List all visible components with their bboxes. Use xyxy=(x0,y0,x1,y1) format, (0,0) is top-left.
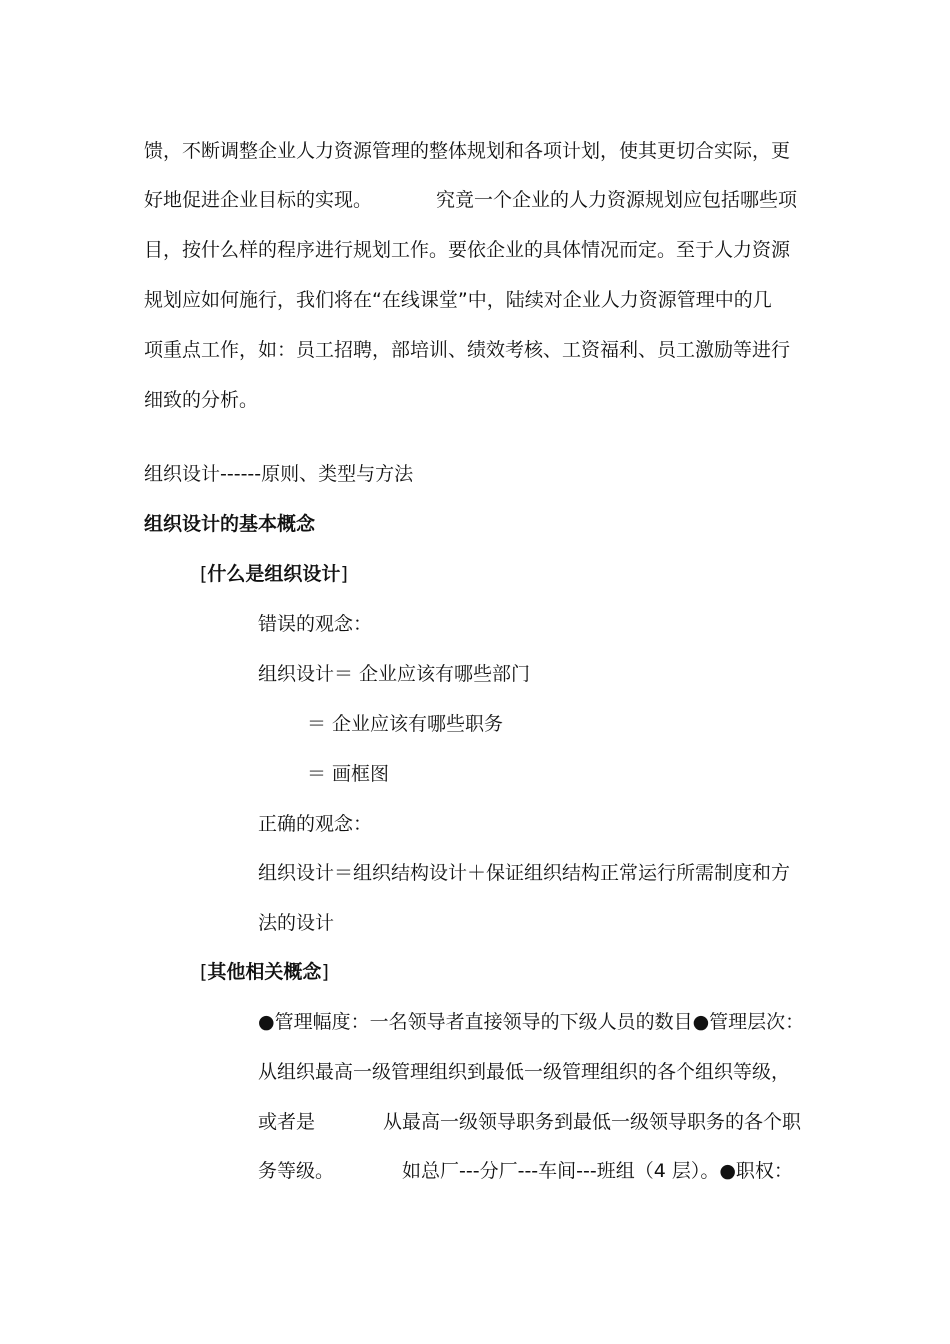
right-view-label: 正确的观念： xyxy=(258,813,373,835)
concept-line-1: ●管理幅度：一名领导者直接领导的下级人员的数目●管理层次： xyxy=(258,1011,805,1033)
open-bracket: [ xyxy=(200,563,208,585)
concept-line-3-part-b: 从最高一级领导职务到最低一级领导职务的各个职 xyxy=(383,1111,802,1133)
what-is-heading xyxy=(200,561,348,587)
intro-line-4: 规划应如何施行，我们将在“在线课堂”中，陆续对企业人力资源管理中的几 xyxy=(144,289,772,311)
intro-line-2-part-a: 好地促进企业目标的实现。 xyxy=(144,189,373,211)
intro-line-2 xyxy=(144,187,797,213)
what-is-title: 什么是组织设计 xyxy=(207,563,341,585)
intro-line-6: 细致的分析。 xyxy=(144,389,259,411)
concept-line-2: 从组织最高一级管理组织到最低一级管理组织的各个组织等级， xyxy=(258,1061,791,1083)
wrong-view-line-2: ＝ 企业应该有哪些职务 xyxy=(307,713,504,735)
concept-line-4-part-a: 务等级。 xyxy=(258,1160,335,1182)
concept-line-4 xyxy=(258,1158,793,1184)
section-heading: 组织设计的基本概念 xyxy=(144,513,316,535)
close-bracket: ] xyxy=(340,563,348,585)
concept-line-4-part-b: 如总厂---分厂---车间---班组（4 层）。●职权： xyxy=(402,1160,793,1182)
concept-line-3-part-a: 或者是 xyxy=(258,1111,316,1133)
wrong-view-line-1: 组织设计＝ 企业应该有哪些部门 xyxy=(258,663,531,685)
related-title: 其他相关概念 xyxy=(207,961,322,983)
intro-line-3: 目，按什么样的程序进行规划工作。要依企业的具体情况而定。至于人力资源 xyxy=(144,239,791,261)
close-bracket: ] xyxy=(321,961,329,983)
wrong-view-label: 错误的观念： xyxy=(258,613,373,635)
wrong-view-line-3: ＝ 画框图 xyxy=(307,763,390,785)
right-view-line-1: 组织设计＝组织结构设计＋保证组织结构正常运行所需制度和方 xyxy=(258,862,791,884)
open-bracket: [ xyxy=(200,961,208,983)
section-title: 组织设计------原则、类型与方法 xyxy=(144,463,414,485)
intro-line-1: 馈，不断调整企业人力资源管理的整体规划和各项计划，使其更切合实际，更 xyxy=(144,140,791,162)
right-view-line-2: 法的设计 xyxy=(258,912,335,934)
intro-line-2-part-b: 究竟一个企业的人力资源规划应包括哪些项 xyxy=(436,189,798,211)
intro-line-5: 项重点工作，如：员工招聘，部培训、绩效考核、工资福利、员工激励等进行 xyxy=(144,339,791,361)
concept-line-3 xyxy=(258,1109,801,1135)
related-heading xyxy=(200,959,329,985)
